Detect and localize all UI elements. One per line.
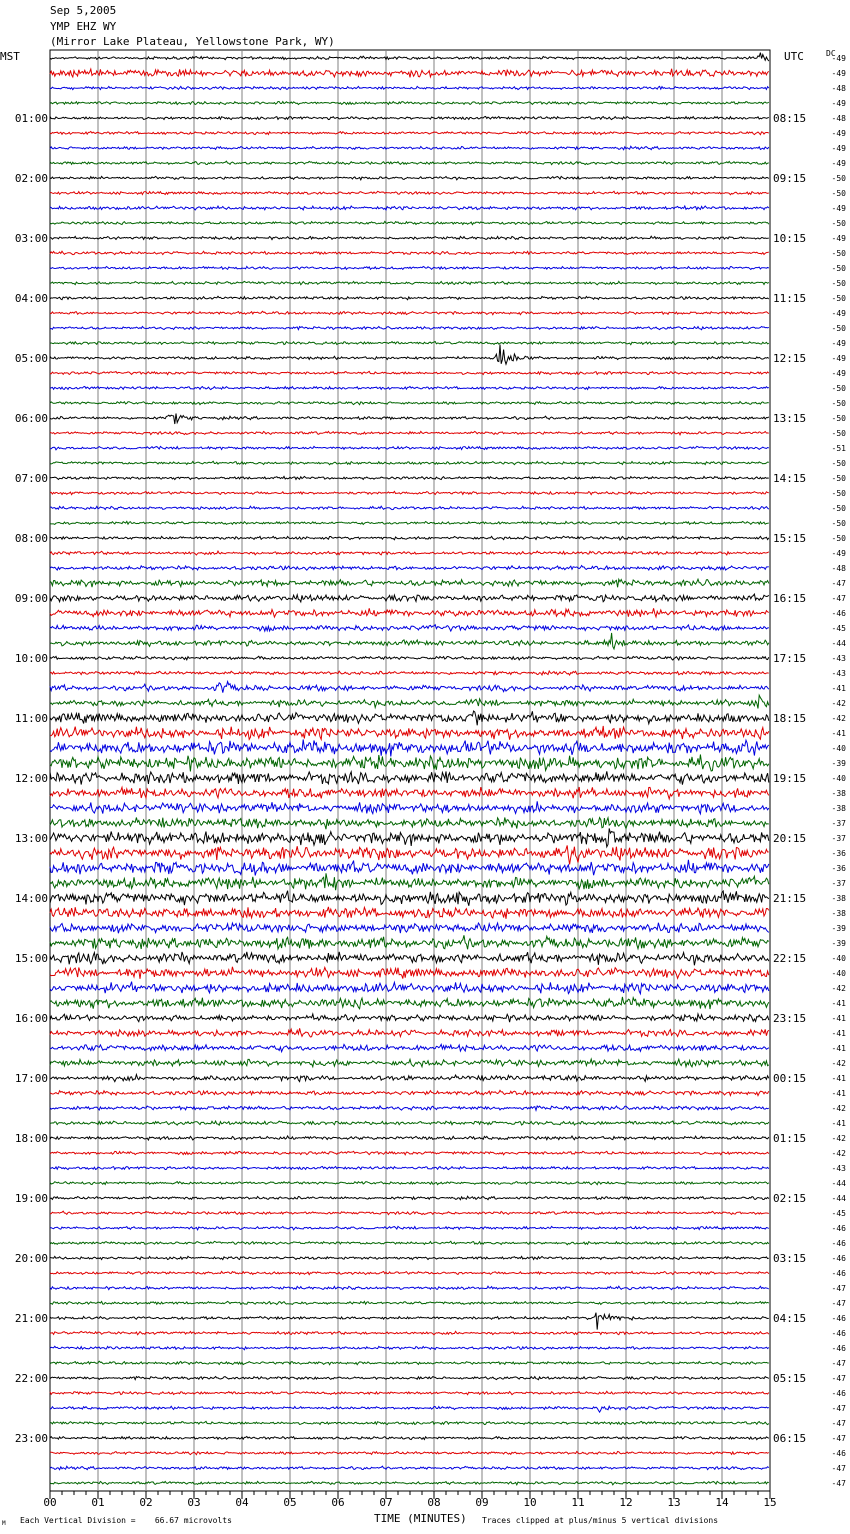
seismic-trace [50, 787, 769, 799]
x-tick-label: 07 [379, 1496, 393, 1509]
dc-offset-value: -50 [831, 249, 846, 258]
seismic-trace [50, 191, 769, 194]
seismic-trace [50, 53, 769, 62]
dc-offset-value: -47 [831, 1419, 846, 1428]
dc-offset-value: -37 [831, 819, 846, 828]
dc-offset-value: -39 [831, 924, 846, 933]
utc-hour-label: 17:15 [773, 652, 807, 665]
dc-offset-value: -47 [831, 1464, 846, 1473]
dc-offset-value: -39 [831, 939, 846, 948]
dc-offset-value: -46 [831, 1239, 846, 1248]
utc-hour-label: 10:15 [773, 232, 807, 245]
utc-hour-label: 14:15 [773, 472, 807, 485]
seismic-trace [50, 551, 769, 555]
seismic-trace [50, 327, 769, 330]
seismic-trace [50, 476, 769, 479]
seismic-trace [50, 1286, 769, 1289]
dc-offset-value: -50 [831, 519, 846, 528]
mst-hour-label: 13:00 [14, 832, 48, 845]
plot-date: Sep 5,2005 [50, 4, 117, 17]
dc-offset-value: -50 [831, 399, 846, 408]
station-code: YMP EHZ WY [50, 20, 117, 33]
seismic-trace [50, 1466, 769, 1470]
mst-hour-label: 04:00 [14, 292, 48, 305]
x-tick-label: 14 [715, 1496, 729, 1509]
seismic-trace [50, 1331, 769, 1335]
seismic-trace [50, 1271, 769, 1274]
seismic-trace [50, 952, 769, 966]
seismic-trace [50, 771, 769, 784]
utc-hour-label: 20:15 [773, 832, 807, 845]
seismic-trace [50, 1391, 769, 1394]
dc-offset-value: -42 [831, 1104, 846, 1113]
mst-axis-label: MST [0, 50, 20, 63]
dc-offset-value: -47 [831, 1479, 846, 1488]
dc-offset-value: -38 [831, 789, 846, 798]
seismic-trace [50, 633, 769, 649]
dc-offset-value: -36 [831, 864, 846, 873]
seismic-trace [50, 311, 769, 315]
seismic-trace [50, 1377, 769, 1380]
mst-hour-label: 08:00 [14, 532, 48, 545]
seismic-trace [50, 997, 769, 1009]
utc-hour-label: 13:15 [773, 412, 807, 425]
dc-offset-value: -46 [831, 1254, 846, 1263]
seismic-trace [50, 982, 769, 994]
dc-offset-value: -38 [831, 909, 846, 918]
seismic-trace [50, 1028, 769, 1037]
dc-offset-value: -49 [831, 234, 846, 243]
mst-hour-label: 22:00 [14, 1372, 48, 1385]
dc-offset-value: -49 [831, 129, 846, 138]
dc-offset-value: -43 [831, 669, 846, 678]
dc-offset-value: -51 [831, 444, 846, 453]
dc-offset-value: -40 [831, 774, 846, 783]
seismic-trace [50, 594, 769, 602]
seismic-trace [50, 1014, 769, 1022]
utc-hour-label: 23:15 [773, 1012, 807, 1025]
seismic-trace [50, 1421, 769, 1424]
vertical-division-note: Each Vertical Division = 66.67 microvolts [20, 1516, 232, 1525]
seismic-trace [50, 860, 769, 876]
utc-hour-label: 03:15 [773, 1252, 807, 1265]
seismic-trace [50, 1182, 769, 1185]
dc-offset-value: -45 [831, 624, 846, 633]
utc-hour-label: 16:15 [773, 592, 807, 605]
mst-hour-label: 21:00 [14, 1312, 48, 1325]
seismic-trace [50, 845, 769, 864]
dc-offset-value: -44 [831, 1194, 846, 1203]
utc-hour-label: 19:15 [773, 772, 807, 785]
mst-hour-label: 03:00 [14, 232, 48, 245]
x-tick-label: 10 [523, 1496, 537, 1509]
dc-offset-value: -40 [831, 954, 846, 963]
dc-offset-value: -46 [831, 1449, 846, 1458]
dc-offset-value: -43 [831, 1164, 846, 1173]
dc-offset-value: -47 [831, 1299, 846, 1308]
dc-offset-value: -50 [831, 264, 846, 273]
station-location: (Mirror Lake Plateau, Yellowstone Park, WY) [50, 35, 335, 48]
x-tick-label: 05 [283, 1496, 297, 1509]
dc-offset-value: -41 [831, 1044, 846, 1053]
dc-offset-value: -37 [831, 834, 846, 843]
seismic-trace [50, 402, 769, 405]
seismic-trace [50, 1226, 769, 1229]
dc-offset-value: -50 [831, 324, 846, 333]
x-tick-label: 12 [619, 1496, 633, 1509]
seismic-trace [50, 967, 769, 979]
dc-offset-value: -50 [831, 534, 846, 543]
dc-offset-value: -49 [831, 354, 846, 363]
mst-hour-label: 09:00 [14, 592, 48, 605]
seismic-trace [50, 1075, 769, 1082]
mst-hour-label: 05:00 [14, 352, 48, 365]
seismic-trace [50, 251, 769, 254]
seismic-trace [50, 1361, 769, 1365]
mst-hour-label: 10:00 [14, 652, 48, 665]
x-tick-label: 06 [331, 1496, 345, 1509]
seismic-trace [50, 739, 769, 756]
seismic-trace [50, 521, 769, 524]
seismic-trace [50, 345, 769, 365]
dc-offset-value: -49 [831, 309, 846, 318]
dc-offset-value: -46 [831, 609, 846, 618]
x-tick-label: 03 [187, 1496, 201, 1509]
seismic-trace [50, 161, 769, 164]
seismic-trace [50, 414, 769, 425]
seismic-trace [50, 1452, 769, 1455]
seismic-trace [50, 682, 769, 693]
dc-offset-value: -42 [831, 1059, 846, 1068]
seismic-trace [50, 755, 769, 772]
dc-offset-value: -49 [831, 369, 846, 378]
seismic-trace [50, 491, 769, 494]
dc-offset-value: -42 [831, 699, 846, 708]
seismic-trace [50, 656, 769, 660]
x-tick-label: 15 [763, 1496, 777, 1509]
seismic-trace [50, 1346, 769, 1349]
dc-offset-value: -46 [831, 1389, 846, 1398]
seismic-trace [50, 266, 769, 269]
dc-offset-value: -40 [831, 744, 846, 753]
dc-offset-value: -45 [831, 1209, 846, 1218]
seismic-trace [50, 923, 769, 934]
mst-hour-label: 14:00 [14, 892, 48, 905]
seismic-trace [50, 1241, 769, 1244]
dc-offset-value: -42 [831, 714, 846, 723]
seismic-trace [50, 828, 769, 846]
seismic-trace [50, 461, 769, 464]
dc-offset-value: -42 [831, 1134, 846, 1143]
x-tick-label: 13 [667, 1496, 681, 1509]
mst-hour-label: 19:00 [14, 1192, 48, 1205]
dc-offset-value: -43 [831, 654, 846, 663]
seismic-trace [50, 579, 769, 587]
mst-hour-label: 17:00 [14, 1072, 48, 1085]
seismic-trace [50, 608, 769, 617]
x-tick-label: 09 [475, 1496, 489, 1509]
dc-offset-value: -47 [831, 1284, 846, 1293]
utc-hour-label: 11:15 [773, 292, 807, 305]
seismic-trace [50, 566, 769, 571]
seismic-trace [50, 1106, 769, 1110]
utc-hour-label: 22:15 [773, 952, 807, 965]
seismic-trace [50, 1059, 769, 1067]
mst-hour-label: 02:00 [14, 172, 48, 185]
mst-hour-label: 06:00 [14, 412, 48, 425]
dc-offset-value: -49 [831, 549, 846, 558]
seismic-trace [50, 506, 769, 509]
dc-offset-value: -44 [831, 1179, 846, 1188]
seismic-trace [50, 711, 769, 725]
seismic-trace [50, 371, 769, 374]
dc-offset-value: -50 [831, 474, 846, 483]
x-tick-label: 11 [571, 1496, 585, 1509]
dc-offset-value: -49 [831, 204, 846, 213]
seismic-trace [50, 1136, 769, 1140]
dc-offset-value: -46 [831, 1314, 846, 1323]
dc-offset-value: -49 [831, 54, 846, 63]
seismic-trace [50, 1167, 769, 1170]
seismic-trace [50, 1090, 769, 1095]
utc-hour-label: 18:15 [773, 712, 807, 725]
dc-offset-value: -38 [831, 804, 846, 813]
dc-offset-value: -50 [831, 189, 846, 198]
seismic-trace [50, 296, 769, 299]
utc-hour-label: 01:15 [773, 1132, 807, 1145]
x-tick-label: 00 [43, 1496, 57, 1509]
dc-offset-value: -49 [831, 339, 846, 348]
seismic-trace [50, 1481, 769, 1484]
seismic-trace [50, 176, 769, 179]
dc-offset-value: -46 [831, 1269, 846, 1278]
dc-offset-value: -39 [831, 759, 846, 768]
dc-offset-value: -42 [831, 1149, 846, 1158]
dc-offset-value: -50 [831, 384, 846, 393]
dc-offset-value: -50 [831, 504, 846, 513]
dc-offset-value: -50 [831, 279, 846, 288]
seismic-trace [50, 146, 769, 149]
dc-offset-value: -48 [831, 84, 846, 93]
dc-offset-value: -50 [831, 429, 846, 438]
seismic-trace [50, 1437, 769, 1440]
seismic-trace [50, 342, 769, 345]
dc-offset-value: -38 [831, 894, 846, 903]
dc-offset-value: -50 [831, 219, 846, 228]
dc-offset-value: -46 [831, 1344, 846, 1353]
seismic-trace [50, 907, 769, 919]
seismic-trace [50, 536, 769, 540]
seismic-trace [50, 625, 769, 631]
utc-hour-label: 05:15 [773, 1372, 807, 1385]
mst-hour-label: 12:00 [14, 772, 48, 785]
dc-offset-value: -41 [831, 1014, 846, 1023]
x-tick-label: 04 [235, 1496, 249, 1509]
seismic-trace [50, 1313, 769, 1330]
mst-hour-label: 20:00 [14, 1252, 48, 1265]
dc-offset-value: -41 [831, 1074, 846, 1083]
dc-offset-value: -47 [831, 594, 846, 603]
dc-offset-value: -48 [831, 114, 846, 123]
utc-hour-label: 21:15 [773, 892, 807, 905]
dc-offset-value: -46 [831, 1329, 846, 1338]
seismic-trace [50, 1044, 769, 1051]
dc-offset-value: -41 [831, 1029, 846, 1038]
corner-mark: M [2, 1520, 6, 1527]
utc-hour-label: 09:15 [773, 172, 807, 185]
mst-hour-label: 07:00 [14, 472, 48, 485]
seismic-trace [50, 431, 769, 434]
seismic-trace [50, 1256, 769, 1259]
seismic-trace [50, 1196, 769, 1199]
dc-offset-value: -50 [831, 489, 846, 498]
x-tick-label: 01 [91, 1496, 105, 1509]
dc-offset-value: -41 [831, 729, 846, 738]
dc-offset-value: -41 [831, 1119, 846, 1128]
seismic-trace [50, 446, 769, 450]
seismic-trace [50, 69, 769, 78]
dc-offset-value: -47 [831, 1359, 846, 1368]
utc-hour-label: 00:15 [773, 1072, 807, 1085]
seismic-trace [50, 671, 769, 675]
mst-hour-label: 01:00 [14, 112, 48, 125]
dc-offset-value: -44 [831, 639, 846, 648]
dc-offset-value: -41 [831, 1089, 846, 1098]
seismic-trace [50, 891, 769, 906]
dc-offset-label: DC [826, 49, 836, 58]
seismic-trace [50, 1211, 769, 1214]
dc-offset-value: -50 [831, 294, 846, 303]
seismic-trace [50, 116, 769, 119]
mst-hour-label: 23:00 [14, 1432, 48, 1445]
plot-frame [50, 50, 770, 1491]
seismic-trace [50, 132, 769, 135]
seismic-trace [50, 818, 769, 830]
seismic-trace [50, 1301, 769, 1304]
seismic-trace [50, 102, 769, 105]
dc-offset-value: -48 [831, 564, 846, 573]
dc-offset-value: -49 [831, 159, 846, 168]
mst-hour-label: 18:00 [14, 1132, 48, 1145]
mst-hour-label: 16:00 [14, 1012, 48, 1025]
seismic-trace [50, 86, 769, 89]
seismic-trace [50, 726, 769, 740]
dc-offset-value: -47 [831, 1434, 846, 1443]
dc-offset-value: -49 [831, 144, 846, 153]
clip-note: Traces clipped at plus/minus 5 vertical divisions [482, 1516, 719, 1525]
seismic-trace [50, 206, 769, 210]
dc-offset-value: -47 [831, 579, 846, 588]
dc-offset-value: -49 [831, 99, 846, 108]
seismic-trace [50, 281, 769, 285]
utc-hour-label: 02:15 [773, 1192, 807, 1205]
seismic-trace [50, 1151, 769, 1155]
dc-offset-value: -50 [831, 414, 846, 423]
dc-offset-value: -46 [831, 1224, 846, 1233]
utc-hour-label: 12:15 [773, 352, 807, 365]
dc-offset-value: -47 [831, 1374, 846, 1383]
utc-hour-label: 15:15 [773, 532, 807, 545]
x-tick-label: 02 [139, 1496, 153, 1509]
x-tick-label: 08 [427, 1496, 441, 1509]
seismic-trace [50, 221, 769, 224]
utc-hour-label: 04:15 [773, 1312, 807, 1325]
utc-hour-label: 06:15 [773, 1432, 807, 1445]
seismic-trace [50, 387, 769, 390]
seismic-trace [50, 935, 769, 949]
dc-offset-value: -49 [831, 69, 846, 78]
utc-axis-label: UTC [784, 50, 804, 63]
dc-offset-value: -50 [831, 459, 846, 468]
seismic-trace [50, 801, 769, 814]
dc-offset-value: -50 [831, 174, 846, 183]
dc-offset-value: -47 [831, 1404, 846, 1413]
seismic-trace [50, 236, 769, 239]
x-axis-title: TIME (MINUTES) [374, 1512, 467, 1525]
seismic-trace [50, 873, 769, 890]
seismic-trace [50, 695, 769, 708]
dc-offset-value: -41 [831, 684, 846, 693]
mst-hour-label: 11:00 [14, 712, 48, 725]
dc-offset-value: -36 [831, 849, 846, 858]
seismic-trace [50, 1121, 769, 1125]
dc-offset-value: -40 [831, 969, 846, 978]
dc-offset-value: -37 [831, 879, 846, 888]
utc-hour-label: 08:15 [773, 112, 807, 125]
mst-hour-label: 15:00 [14, 952, 48, 965]
seismic-trace [50, 1406, 769, 1412]
dc-offset-value: -41 [831, 999, 846, 1008]
dc-offset-value: -42 [831, 984, 846, 993]
